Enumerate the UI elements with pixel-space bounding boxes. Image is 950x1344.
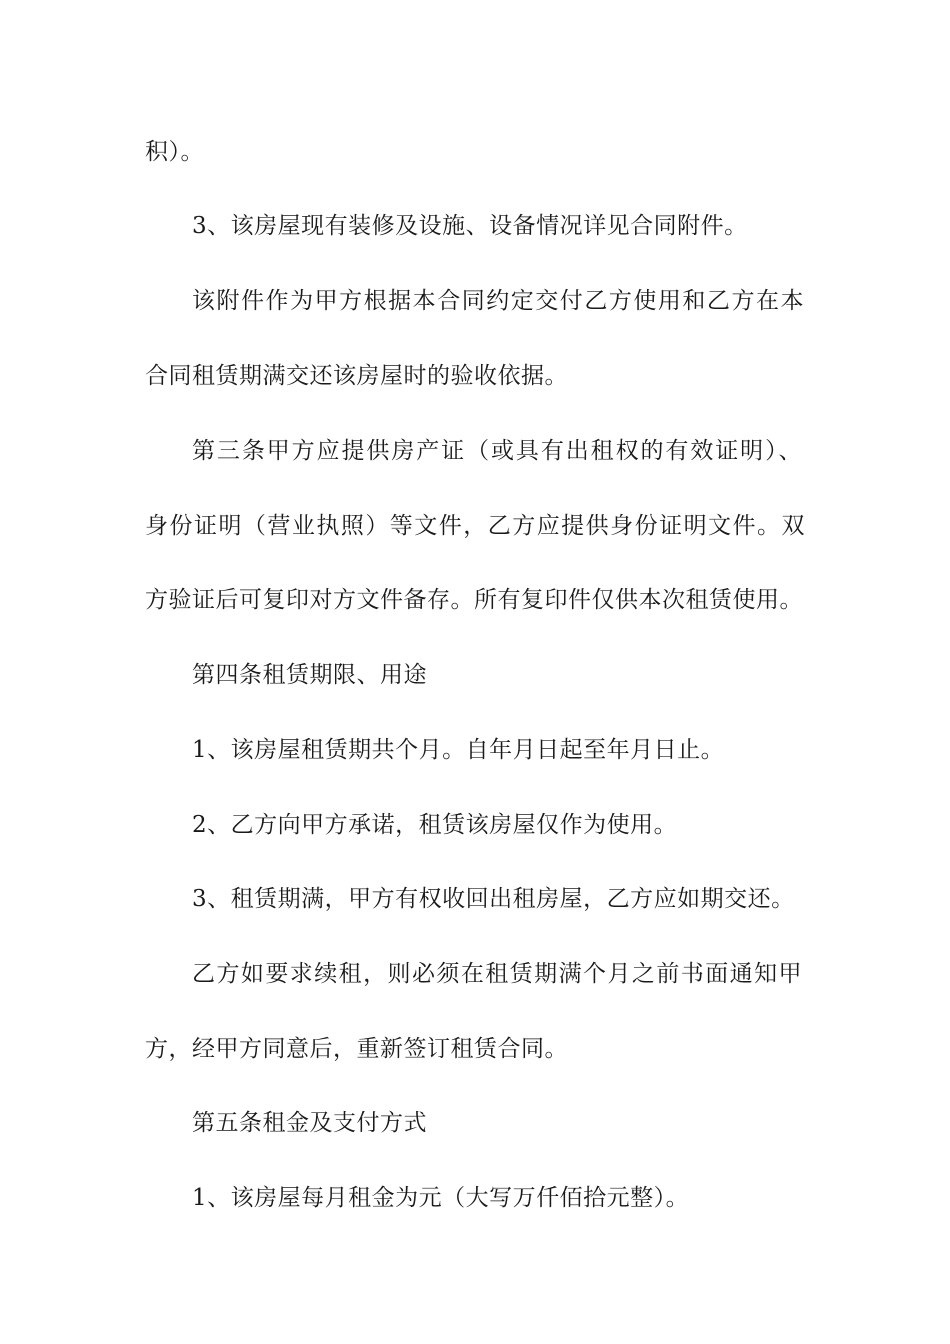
text-line: 乙方如要求续租，则必须在租赁期满个月之前书面通知甲 (192, 961, 802, 987)
text-line: 3、该房屋现有装修及设施、设备情况详见合同附件。 (192, 213, 748, 239)
text-line: 1、该房屋租赁期共个月。自年月日起至年月日止。 (192, 737, 725, 763)
text-line: 方验证后可复印对方文件备存。所有复印件仅供本次租赁使用。 (145, 587, 803, 613)
text-line: 该附件作为甲方根据本合同约定交付乙方使用和乙方在本 (192, 288, 804, 314)
text-line: 3、租赁期满，甲方有权收回出租房屋，乙方应如期交还。 (192, 886, 795, 912)
text-line: 第三条甲方应提供房产证（或具有出租权的有效证明）、 (192, 438, 802, 464)
section-heading: 第四条租赁期限、用途 (192, 662, 427, 688)
text-line: 合同租赁期满交还该房屋时的验收依据。 (145, 363, 568, 389)
text-line: 方，经甲方同意后，重新签订租赁合同。 (145, 1036, 568, 1062)
section-heading: 第五条租金及支付方式 (192, 1110, 427, 1136)
text-line: 2、乙方向甲方承诺，租赁该房屋仅作为使用。 (192, 812, 678, 838)
text-line: 1、该房屋每月租金为元（大写万仟佰拾元整）。 (192, 1185, 690, 1211)
text-line: 身份证明（营业执照）等文件，乙方应提供身份证明文件。双 (145, 513, 805, 539)
text-line: 积）。 (145, 139, 204, 165)
